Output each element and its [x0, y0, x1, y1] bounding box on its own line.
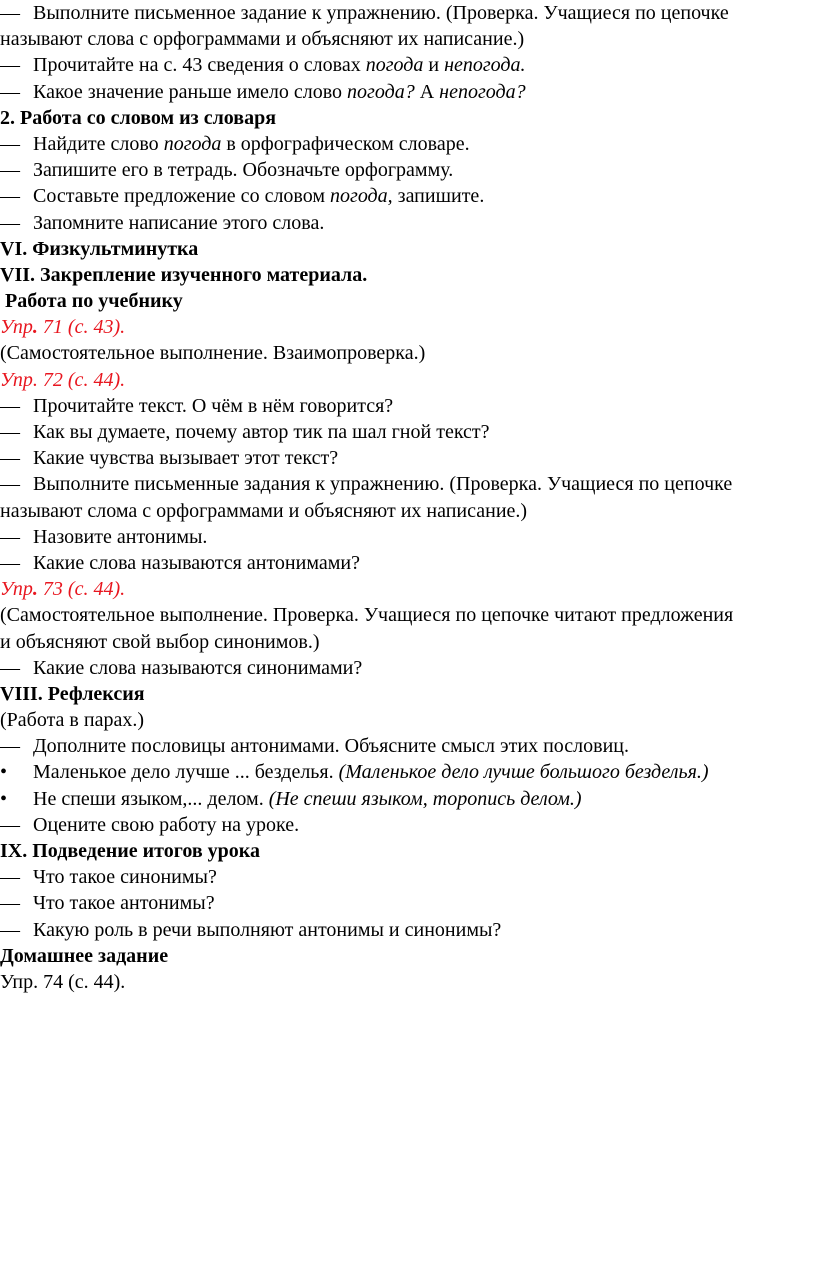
bullet-marker: • [0, 761, 8, 784]
dash-marker: — [0, 54, 20, 77]
line-text: Запомните написание этого слова. [33, 211, 325, 234]
section-heading: IX. Подведение итогов урока [0, 840, 260, 862]
text-line [0, 210, 816, 236]
bullet-line [0, 786, 816, 812]
exercise-label: Упр [0, 578, 33, 601]
dash-marker: — [0, 735, 20, 758]
exercise-number: 73 (с. 44). [37, 578, 126, 601]
exercise-number: 71 (с. 43). [37, 316, 126, 339]
text-line [0, 655, 816, 681]
text-line: (Самостоятельное выполнение. Проверка. Учащиеся по цепочке читают предложения [0, 604, 734, 627]
italic-answer: (Не спеши языком, торопись делом.) [268, 787, 582, 810]
dash-marker: — [0, 80, 20, 103]
line-text: Не спеши языком,... делом. [33, 787, 269, 810]
line-text: Дополните пословицы антонимами. Объясните смысл этих пословиц. [33, 735, 629, 758]
text-line [0, 917, 816, 943]
exercise-reference: Упр. 72 (с. 44). [0, 368, 126, 391]
italic-word: погода [163, 132, 222, 155]
exercise-dot: . [32, 316, 38, 339]
section-heading: VI. Физкультминутка [0, 237, 199, 260]
bullet-line [0, 759, 816, 785]
italic-answer: (Маленькое дело лучше большого безделья.) [338, 761, 709, 784]
dash-marker: — [0, 394, 20, 417]
section-heading: VII. Закрепление изученного материала. [0, 263, 368, 286]
text-line [0, 733, 816, 759]
line-text: Какую роль в речи выполняют антонимы и синонимы? [33, 918, 502, 941]
subsection-heading: Работа по учебнику [5, 290, 183, 313]
text-line [0, 26, 816, 52]
line-text: Составьте предложение со словом [33, 185, 331, 208]
dash-marker: — [0, 551, 20, 574]
line-text: называют слова с орфограммами и объясняют их написание.) [0, 28, 525, 51]
homework-heading: Домашнее задание [0, 944, 169, 967]
line-text: Что такое синонимы? [33, 866, 217, 889]
line-text: Какие слова называются синонимами? [33, 656, 363, 679]
text-line [0, 419, 816, 445]
text-line [0, 0, 816, 26]
text-line: (Работа в парах.) [0, 709, 144, 732]
dash-marker: — [0, 813, 20, 836]
text-line [0, 864, 816, 890]
text-line [0, 157, 816, 183]
dash-marker: — [0, 918, 20, 941]
line-text: Какие чувства вызывает этот текст? [33, 447, 339, 470]
line-text: в орфографическом словаре. [221, 132, 470, 155]
line-text: Какое значение раньше имело слово [33, 80, 348, 103]
dash-marker: — [0, 421, 20, 443]
dash-marker: — [0, 656, 20, 679]
line-text: запишите. [392, 185, 485, 208]
dash-marker: — [0, 525, 20, 548]
dash-marker: — [0, 2, 20, 24]
exercise-dot: . [32, 578, 38, 601]
text-line [0, 550, 816, 576]
italic-word: непогода. [444, 54, 526, 77]
line-text: Маленькое дело лучше ... безделья. [33, 761, 339, 784]
dash-marker: — [0, 211, 20, 234]
text-line: (Самостоятельное выполнение. Взаимопроверка.) [0, 342, 426, 365]
bullet-marker: • [0, 787, 8, 810]
text-line [0, 812, 816, 838]
dash-marker: — [0, 132, 20, 155]
line-text: Прочитайте текст. О чём в нём говорится? [33, 394, 394, 417]
section-heading: VIII. Рефлексия [0, 682, 145, 705]
italic-word: погода? [347, 80, 415, 103]
text-line [0, 79, 816, 105]
text-line [0, 52, 816, 78]
exercise-reference [0, 314, 816, 340]
line-text: Запишите его в тетрадь. Обозначьте орфограмму. [33, 159, 454, 182]
line-text: Выполните письменные задания к упражнению. (Проверка. Учащиеся по цепочке [33, 473, 733, 496]
italic-word: погода [365, 54, 424, 77]
text-line [0, 393, 816, 419]
dash-marker: — [0, 473, 20, 496]
text-line: и объясняют свой выбор синонимов.) [0, 630, 320, 653]
line-text: Назовите антонимы. [33, 525, 208, 548]
line-text: А [414, 80, 440, 103]
text-line [0, 131, 816, 157]
text-line [0, 890, 816, 916]
line-text: Что такое антонимы? [33, 892, 215, 915]
dash-marker: — [0, 447, 20, 470]
section-heading: 2. Работа со словом из словаря [0, 106, 277, 129]
text-line: называют слома с орфограммами и объясняют их написание.) [0, 499, 528, 522]
line-text: Какие слова называются антонимами? [33, 551, 360, 574]
dash-marker: — [0, 159, 20, 182]
text-line [0, 524, 816, 550]
line-text: Найдите слово [33, 132, 164, 155]
line-text: Оцените свою работу на уроке. [33, 813, 300, 836]
homework-text: Упр. 74 (с. 44). [0, 970, 126, 993]
exercise-reference [0, 576, 816, 602]
dash-marker: — [0, 866, 20, 889]
text-line [0, 183, 816, 209]
italic-word: непогода? [439, 80, 526, 103]
line-text: и [423, 54, 445, 77]
line-text: Прочитайте на с. 43 сведения о словах [33, 54, 366, 77]
dash-marker: — [0, 892, 20, 915]
exercise-label: Упр [0, 316, 33, 339]
line-text: Выполните письменное задание к упражнению. (Проверка. Учащиеся по цепочке [33, 2, 729, 24]
text-line [0, 445, 816, 471]
italic-word: погода, [330, 185, 393, 208]
line-text: Как вы думаете, почему автор тик па шал гной текст? [33, 421, 490, 443]
text-line [0, 471, 816, 497]
dash-marker: — [0, 185, 20, 208]
